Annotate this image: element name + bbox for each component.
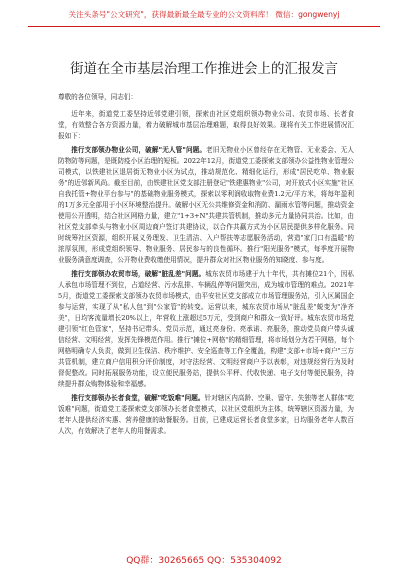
section-heading: 推行支部领办农贸市场，破解"脏乱差"问题。 [71,270,206,278]
section-paragraph [58,393,354,437]
footer-contact [0,548,408,567]
header-divider [28,26,380,27]
document-body [58,92,354,440]
section-body: 针对辖区内高龄、空巢、留守、失独等老人群体"吃饭难"问题，街道党工委探索党支部领办长者食堂模式，以社区党组织为主体，统筹辖区资源力量，为老年人提供经济实惠、营养健康的助餐服务。目前，已建成运营长者食堂多家，日均服务老年人数百人次，有效解决了老年人的用餐需求。 [58,394,354,435]
banner-text: 关注头条号"公文研究"，获得最新最全最专业的公文资料库！ 微信：gongwenyj [68,9,340,19]
section-paragraph [58,145,354,266]
intro-paragraph: 近年来，街道党工委坚持近邻党建引领，探索由社区党组织领办物业公司、农贸市场、长者食堂，有效整合各方资源力量，着力破解城市基层治理难题，取得良好效果。现将有关工作进展情况汇报如下： [58,110,354,140]
header-banner [0,0,408,28]
document-title: 街道在全市基层治理工作推进会上的汇报发言 [70,62,338,77]
section-body: 城东农贸市场建于九十年代，共有摊位21个，因私人承包市场管理不到位，占道经营、污水乱排、车辆乱停等问题突出，成为城市管理的难点。2021年5月，街道党工委探索支部领办农贸市场模式，由平安社区党支部成立市场管理服务站，引入区属国企参与运营，实现了从"私人包"到"公家管"的转变。运营以来，城东农贸市场从"脏乱差"蜕变为"净齐美"，日均客流量增长20%以上，年营收上涨超过5万元，受到商户和群众一致好评。城东农贸市场党建引领"红色管家"，坚持书记带头、党员示范，通过亮身份、亮承诺、亮服务，推动党员商户带头诚信经营、文明经营，发挥先锋模范作用。推行"摊位+网格"的精细管理，将市场划分为若干网格，每个网格明确专人负责，做到卫生保洁、秩序维护、安全巡查等工作全覆盖，构建"支部+市场+商户"三方共管机制，建立商户信用积分评价制度，对守法经营、文明经营商户予以表彰，对违规经营行为及时督促整改。同时拓展服务功能，设立便民服务站，提供公平秤、代收快递、电子支付等便民服务，持续提升群众购物体验和幸福感。 [58,270,355,388]
footer-contact-text: QQ群：30265665 QQ：535304092 [126,556,282,566]
section-heading: 推行支部领办长者食堂，破解"吃饭难"问题。 [71,394,205,402]
salutation: 尊敬的各位领导，同志们： [58,93,138,101]
section-paragraph [58,269,354,390]
section-body: 老旧无物业小区曾经存在无物管、无业委会、无人防物防等问题，是既防疫小区治理的短板。2022年12月，街道党工委探索支部领办公益性物业管理公司模式，以铁建社区退居街无物业小区为试点，推动规范化、精细化运行，形成"居民吃单、物业服务"的近邻新风尚。截至目前，由铁建社区党支部注册登记"铁建惠物业"公司，对开放式小区实施"社区自我托管+物业平台参与"的基础物业服务模式，探索以零利润收取物业费1.2元/平方米，将每年盈利的1万多元全部用于小区环境整治提升。破解小区无公共维修资金和消防、漏雨水管等问题，推动资金使用公开透明，结合社区网格力量，建立"1+3+N"共建共管机制，推动多元力量协同共治。比如，由社区党支部牵头与物业小区周边商户签订共建协议，以合作共赢方式为小区居民提供多样化服务。同时统筹社区资源，组织开展义务理发、卫生清洁、入户帮扶等志愿服务活动，营造"家门口有温暖"的浓厚氛围，形成党组织领导、物业服务、居民参与的良性循环。推行"阳光服务"模式，每季度开展物业服务满意度调查，公开物业费收缴使用情况，提升群众对社区物业服务的知晓度、参与度。 [58,146,354,264]
section-heading: 推行支部领办物业公司，破解"无人管"问题。 [71,146,207,154]
